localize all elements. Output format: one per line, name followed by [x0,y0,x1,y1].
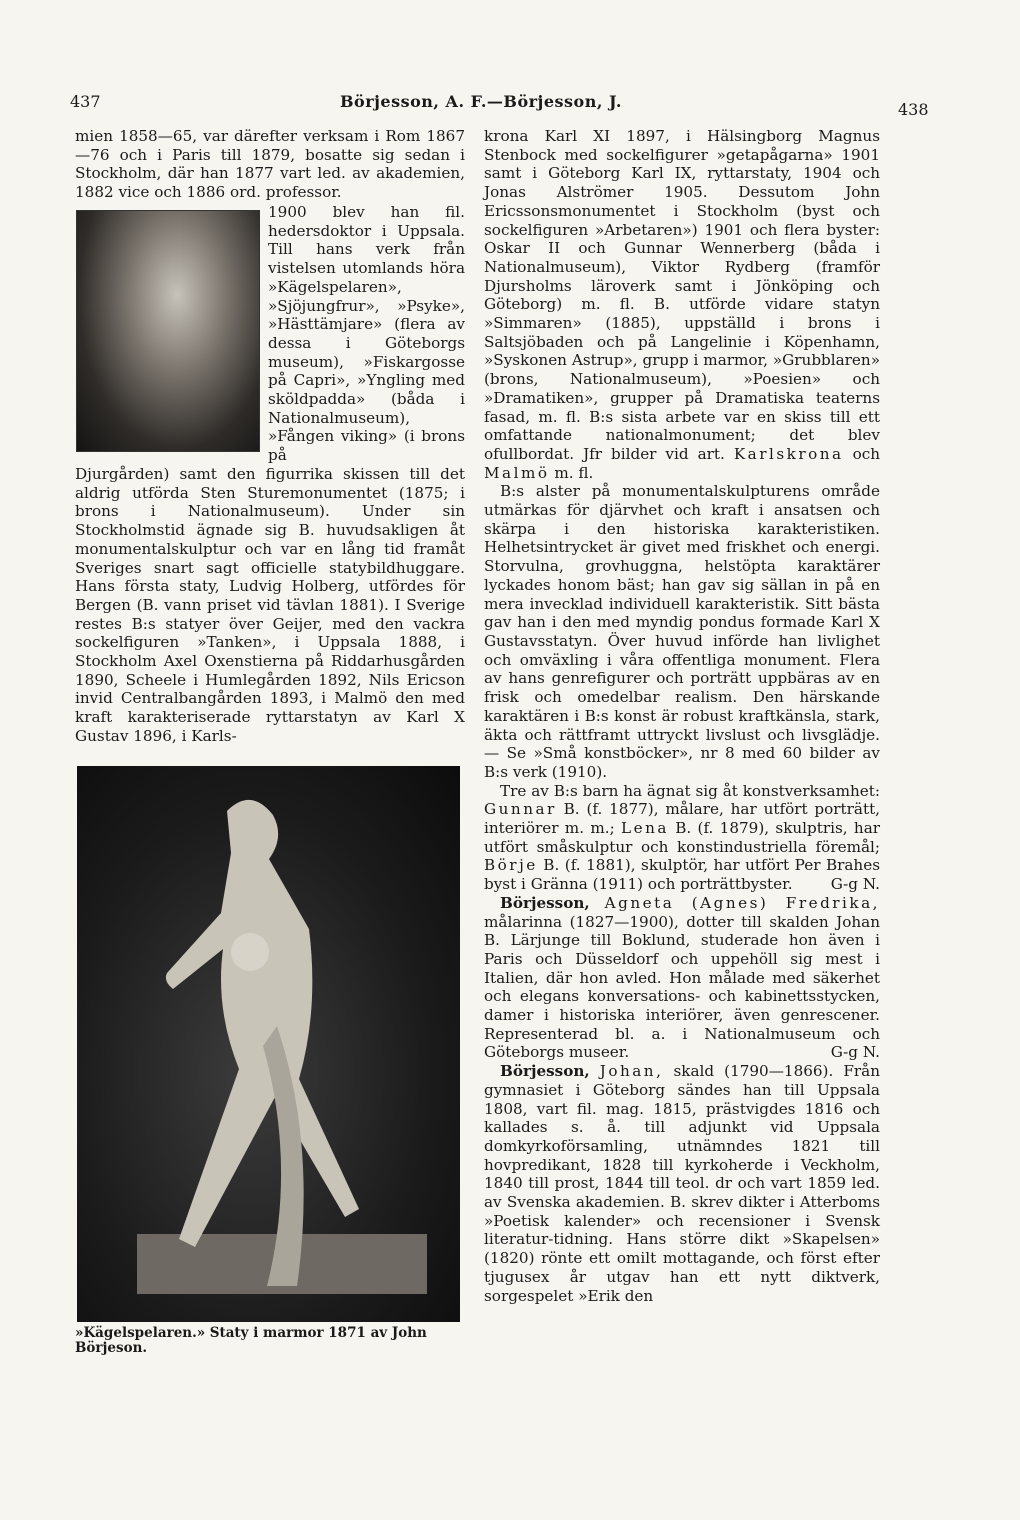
entry-agneta-text: målarinna (1827—1900), dotter till skalden Johan B. Lärjunge till Boklund, studerade hon även i Paris och Düsseldorf och uppehöll sig mest i Italien, där hon avled. Hon målade med säkerhet och elegans konversations- och kabinettsstycken, damer i historiska interiörer, även genrescener. Representerad bl. a. i Nationalmuseum och Göteborgs museer. [484,912,880,1062]
statue-figure-icon [77,766,460,1322]
entry-agneta [484,894,880,1062]
signature-2: G-g N. [830,1043,880,1062]
left-paragraph-1: mien 1858—65, var därefter verksam i Rom 1867—76 och i Paris till 1879, bosatte sig sedan i Stockholm, där han 1877 vart led. av akademien, 1882 vice och 1886 ord. professor. [75,127,465,202]
page-number-right: 438 [898,100,929,119]
entry-agneta-name: Agneta (Agnes) Fredrika, [604,893,881,912]
portrait-photo [76,210,260,452]
right-paragraph-1 [484,127,880,482]
right-column [484,127,880,1305]
caption-title: »Kägelspelaren.» [75,1325,206,1341]
figure-caption [75,1326,465,1356]
right-paragraph-2: B:s alster på monumentalskulpturens område utmärkas för djärvhet och kraft i ansatsen och skärpa i den historiska karakteristiken. Helhetsintrycket är givet med friskhet och energi. Storvulna, grovhuggna, helstöpta karaktärer lyckades honom bäst; han gav sig sällan in på en mera invecklad individuell karakteristik. Sitt bästa gav han i den med myndig pondus formade Karl X Gustavsstatyn. Över huvud införde han livlighet och omväxling i våra offentliga monument. Flera av hans genrefigurer och porträtt uppbäras av en frisk och omedelbar realism. Den härskande karaktären i B:s konst är robust kraftkänsla, stark, äkta och rättframt uttryckt livslust och livsglädje. — Se »Små konstböcker», nr 8 med 60 bilder av B:s verk (1910). [484,482,880,781]
statue-photo [77,766,460,1322]
name-gunnar: Gunnar [484,800,557,819]
ref-karlskrona: Karlskrona [733,444,844,463]
caption-text: Staty i marmor 1871 av John Börjeson. [75,1325,427,1356]
ref-malmo: Malmö [484,463,550,482]
p3-b: B. (f. 1877), målare, har utfört porträtt, interiörer m. m.; [484,800,881,838]
name-borje: Börje [484,856,538,875]
entry-johan-text: skald (1790—1866). Från gymnasiet i Göteborg sändes han till Uppsala 1808, vart fil. mag. 1815, prästvigdes 1816 och kallades s. å. till adjunkt vid Uppsala domkyrkoförsamling, utnämndes 1821 till hovpredikant, 1828 till kyrkoherde i Veckholm, 1840 till prost, 1844 till teol. dr och vart 1859 led. av Svenska akademien. B. skrev dikter i Atterboms »Poetisk kalender» och recensioner i Svensk literatur-tidning. Hans större dikt »Skapelsen» (1820) rönte ett omilt mottagande, och först efter tjugusex år utgav han ett nytt diktverk, sorgespelet »Erik den [484,1062,880,1305]
left-paragraph-3: Djurgården) samt den figurrika skissen till det aldrig utförda Sten Sturemonumentet (1875; i brons i Nationalmuseum). Under sin Stockholmstid ägnade sig B. huvudsakligen åt monumentalskulptur och var en lång tid framåt Sveriges snart sagt officielle statybildhuggare. Hans första staty, Ludvig Holberg, utfördes för Bergen (B. vann priset vid tävlan 1881). I Sverige restes B:s statyer över Geijer, med den vackra sockelfiguren »Tanken», i Uppsala 1888, i Stockholm Axel Oxenstierna på Riddarhusgården 1890, Scheele i Humlegården 1892, Nils Ericson invid Centralbangården 1893, i Malmö den med kraft karakteriserade ryttarstatyn av Karl X Gustav 1896, i Karls- [75,465,465,745]
entry-johan-name: Johan, [599,1062,664,1081]
left-column-main [75,465,465,746]
page-number-left: 437 [70,92,101,111]
ref-end: m. fl. [554,463,594,482]
running-header: Börjesson, A. F.—Börjesson, J. [340,92,622,111]
left-column-beside-portrait [268,203,465,465]
left-paragraph-2: 1900 blev han fil. hedersdoktor i Uppsala. Till hans verk från vistelsen utomlands höra »Kägelspelaren», »Sjöjungfrur», »Psyke», »Hästtämjare» (flera av dessa i Göteborgs museum), »Fiskargosse på Capri», »Yngling med sköldpadda» (båda i Nationalmuseum), »Fången viking» (i brons på [268,203,465,465]
p3-c: B. (f. 1879), skulptris, har utfört småskulptur och konstindustriella föremål; [484,819,881,856]
name-lena: Lena [621,819,669,838]
right-p1-text: krona Karl XI 1897, i Hälsingborg Magnus Stenbock med sockelfigurer »getapågarna» 1901 samt i Göteborg Karl IX, ryttarstaty, 1904 och Jonas Alströmer 1905. Dessutom John Ericssonsmonumentet i Stockholm (byst och sockelfiguren »Arbetaren») 1901 och flera byster: Oskar II och Gunnar Wennerberg (båda i Nationalmuseum), Viktor Rydberg (framför Djursholms läroverk samt i Jönköping och Göteborg) m. fl. B. utförde vidare statyn »Simmaren» (1885), uppställd i brons i Saltsjöbaden och på Langelinie i Köpenhamn, »Syskonen Astrup», grupp i marmor, »Grubblaren» (brons, Nationalmuseum), »Poesien» och »Dramatiken», grupper på Dramatiska teaterns fasad, m. fl. B:s sista arbete var en skiss till ett omfattande nationalmonument; det blev ofullbordat. Jfr bilder vid art. [484,127,880,463]
p3-d: B. (f. 1881), skulptör, har utfört Per Brahes byst i Gränna (1911) och porträttbyster. [484,856,880,894]
right-paragraph-3 [484,782,880,894]
entry-johan [484,1062,880,1305]
entry-agneta-head: Börjesson, [500,893,590,912]
p3-a: Tre av B:s barn ha ägnat sig åt konstverksamhet: [500,781,880,800]
ref-and: och [852,444,881,463]
left-column-intro [75,127,465,202]
entry-johan-head: Börjesson, [500,1062,590,1081]
signature-1: G-g N. [830,875,880,894]
